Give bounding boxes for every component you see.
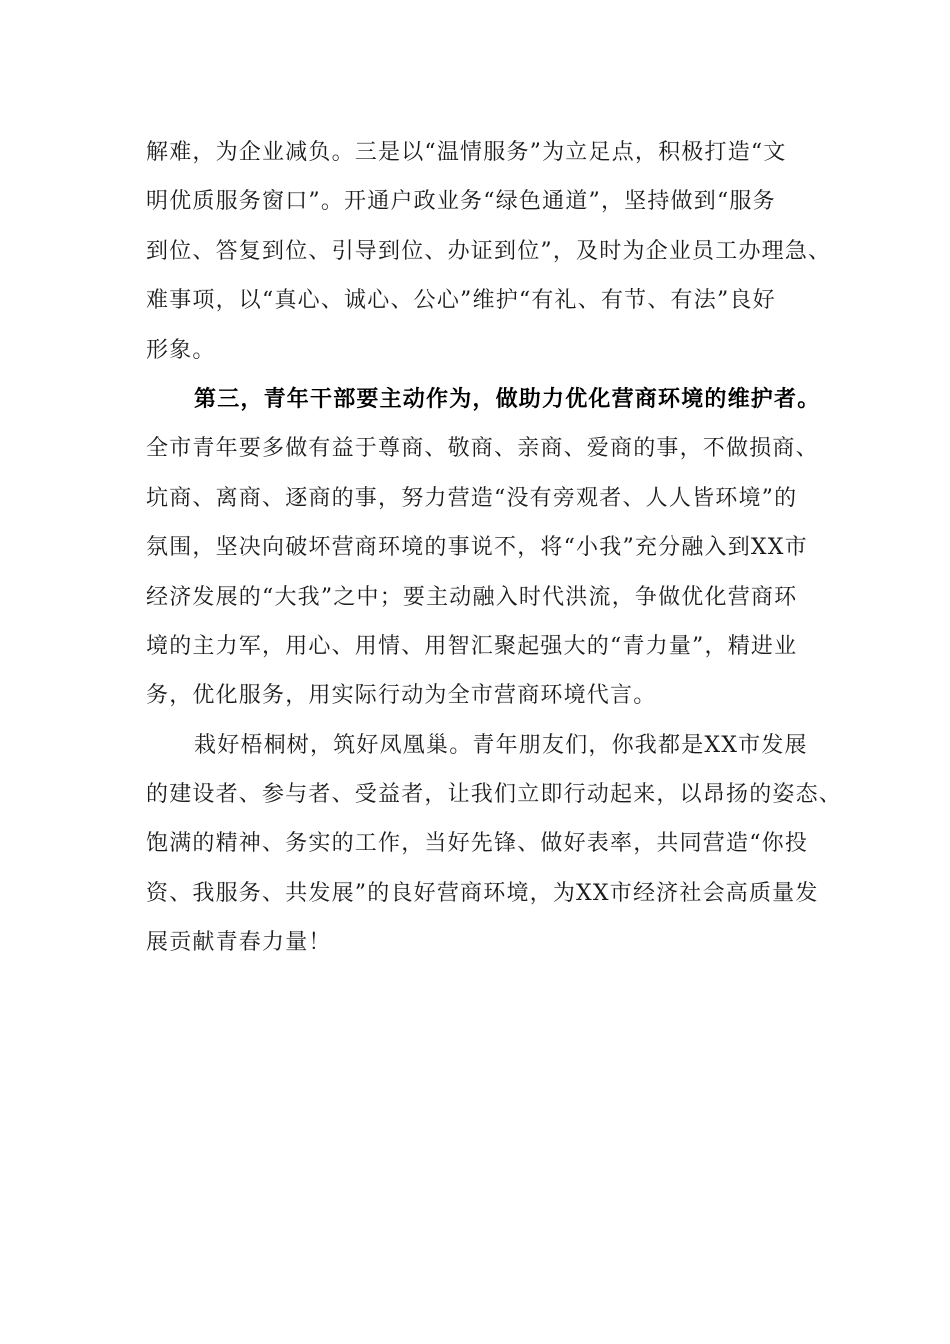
paragraph-third-point bbox=[146, 375, 821, 721]
document-body bbox=[146, 128, 843, 968]
text-line: 资、我服务、共发展”的良好营商环境，为XX市经济社会高质量发 bbox=[146, 880, 819, 906]
paragraph-closing bbox=[146, 721, 843, 968]
text-line: 经济发展的“大我”之中；要主动融入时代洪流，争做优化营商环 bbox=[146, 584, 798, 610]
text-line: 展贡献青春力量！ bbox=[146, 930, 332, 956]
text-line: 境的主力军，用心、用情、用智汇聚起强大的“青力量”，精进业 bbox=[146, 633, 798, 659]
text-line: 栽好梧桐树，筑好凤凰巢。青年朋友们，你我都是XX市发展 bbox=[194, 732, 808, 758]
paragraph-service-window bbox=[146, 128, 832, 375]
text-line: 务，优化服务，用实际行动为全市营商环境代言。 bbox=[146, 683, 657, 709]
text-line: 饱满的精神、务实的工作，当好先锋、做好表率，共同营造“你投 bbox=[146, 831, 809, 857]
section-heading: 第三，青年干部要主动作为，做助力优化营商环境的维护者。 bbox=[194, 385, 821, 412]
text-line: 坑商、离商、逐商的事，努力营造“没有旁观者、人人皆环境”的 bbox=[146, 485, 798, 511]
text-line: 难事项，以“真心、诚心、公心”维护“有礼、有节、有法”良好 bbox=[146, 288, 776, 314]
text-line: 氛围，坚决向破坏营商环境的事说不，将“小我”充分融入到XX市 bbox=[146, 535, 808, 561]
text-line: 明优质服务窗口”。开通户政业务“绿色通道”，坚持做到“服务 bbox=[146, 189, 776, 215]
text-line: 的建设者、参与者、受益者，让我们立即行动起来，以昂扬的姿态、 bbox=[146, 782, 843, 808]
text-line: 形象。 bbox=[146, 337, 216, 363]
text-line: 全市青年要多做有益于尊商、敬商、亲商、爱商的事，不做损商、 bbox=[146, 436, 819, 462]
text-line: 解难，为企业减负。三是以“温情服务”为立足点，积极打造“文 bbox=[146, 140, 787, 165]
text-line: 到位、答复到位、引导到位、办证到位”，及时为企业员工办理急、 bbox=[146, 238, 832, 264]
